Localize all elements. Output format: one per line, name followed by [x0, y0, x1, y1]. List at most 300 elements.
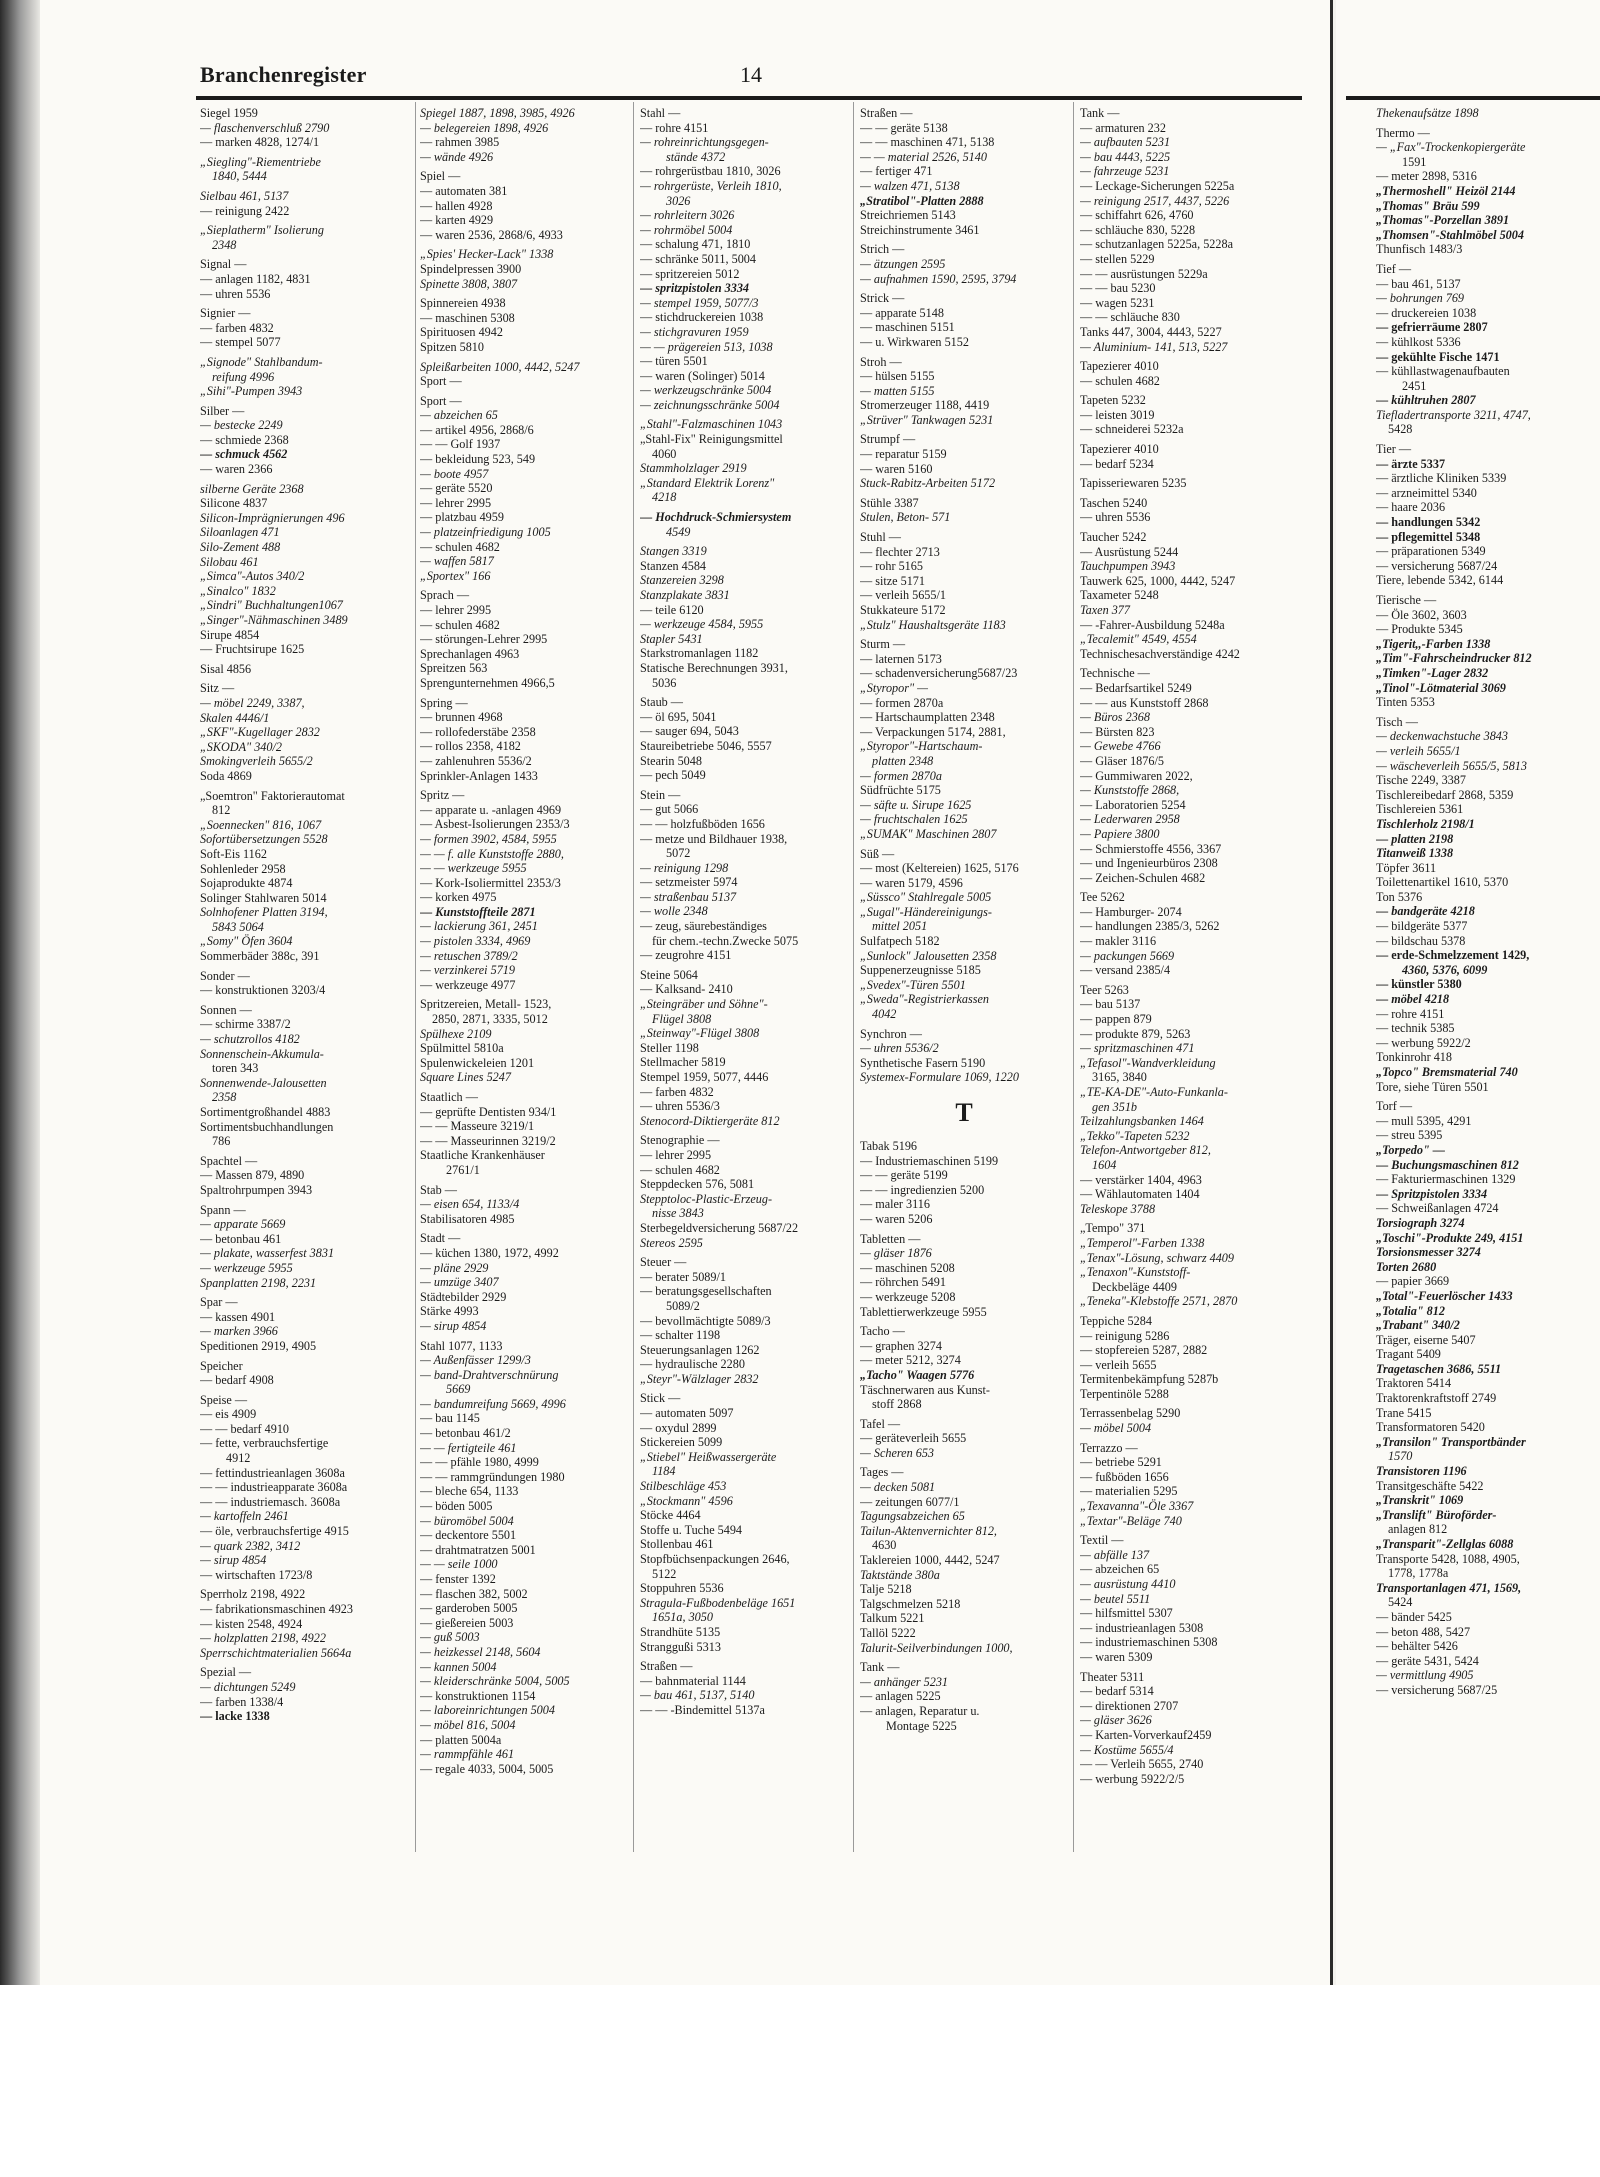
index-entry: Taucher 5242: [1080, 530, 1147, 545]
index-entry: — werbung 5922/2/5: [1080, 1771, 1185, 1786]
index-entry: — verzinkerei 5719: [420, 963, 515, 978]
index-entry: Spreitzen 563: [420, 661, 488, 676]
index-entry: toren 343: [212, 1061, 259, 1076]
index-entry: 5089/2: [666, 1298, 700, 1313]
index-entry: — hallen 4928: [420, 198, 493, 213]
index-entry: — geräte 5431, 5424: [1376, 1653, 1479, 1668]
index-entry: Tore, siehe Türen 5501: [1376, 1079, 1489, 1094]
index-entry: — — fertigteile 461: [420, 1440, 517, 1455]
index-entry: Theater 5311: [1080, 1669, 1145, 1684]
index-entry: Südfrüchte 5175: [860, 783, 941, 798]
index-entry: — makler 3116: [1080, 934, 1157, 949]
index-entry: Statische Berechnungen 3931,: [640, 660, 788, 675]
index-entry: Stanzplakate 3831: [640, 588, 730, 602]
index-entry: — pflegemittel 5348: [1376, 529, 1481, 544]
index-entry: 2451: [1402, 378, 1427, 393]
index-entry: — heizkessel 2148, 5604: [420, 1644, 541, 1659]
index-entry: — Produkte 5345: [1376, 622, 1463, 637]
index-entry: — — aus Kunststoff 2868: [1080, 695, 1209, 710]
index-entry: „Sugal"-Händereinigungs-: [860, 904, 992, 919]
index-entry: Stuhl —: [860, 530, 901, 545]
index-entry: — druckereien 1038: [1376, 305, 1477, 320]
index-entry: Tafel —: [860, 1416, 901, 1431]
index-entry: Taktstände 380a: [860, 1567, 940, 1582]
index-entry: — stichgravuren 1959: [640, 324, 749, 339]
index-entry: „Styropor" —: [860, 680, 928, 695]
index-entry: Steine 5064: [640, 967, 698, 982]
index-entry: Tabak 5196: [860, 1139, 918, 1153]
index-entry: — gekühlte Fische 1471: [1376, 349, 1500, 364]
index-entry: Stuck-Rabitz-Arbeiten 5172: [860, 476, 996, 491]
index-entry: — meter 5212, 3274: [860, 1353, 961, 1368]
index-entry: — Aluminium- 141, 513, 5227: [1080, 339, 1228, 354]
index-entry: Sprechanlagen 4963: [420, 646, 520, 661]
index-entry: — korken 4975: [420, 890, 497, 905]
index-entry: Stick —: [640, 1391, 681, 1406]
index-entry: Tierische —: [1376, 593, 1437, 607]
index-entry: Steuer —: [640, 1255, 687, 1270]
index-entry: Tief —: [1376, 261, 1412, 276]
index-entry: — — prägereien 513, 1038: [640, 339, 773, 354]
index-entry: — anlagen 5225: [860, 1689, 941, 1704]
index-entry: — — maschinen 471, 5138: [860, 135, 995, 150]
page-number: 14: [740, 62, 762, 87]
index-entry: Spinette 3808, 3807: [420, 276, 518, 291]
index-entry: — bevollmächtigte 5089/3: [640, 1313, 771, 1328]
index-column-3: [640, 106, 848, 1846]
index-entry: Deckbeläge 4409: [1092, 1279, 1177, 1294]
index-entry: Sortimentsbuchhandlungen: [200, 1119, 334, 1134]
index-entry: — automaten 5097: [640, 1406, 734, 1421]
index-entry: „Süssco" Stahlregale 5005: [860, 890, 992, 905]
index-entry: 4060: [652, 446, 677, 461]
index-entry: Synchron —: [860, 1026, 922, 1041]
index-entry: Tapisseriewaren 5235: [1080, 476, 1187, 491]
index-entry: Stepptoloc-Plastic-Erzeug-: [640, 1191, 772, 1206]
index-entry: „Timken"-Lager 2832: [1376, 665, 1489, 680]
index-entry: — sirup 4854: [200, 1553, 267, 1568]
index-entry: — zeug, säurebeständiges: [640, 919, 767, 934]
index-entry: „Total"-Feuerlöscher 1433: [1376, 1288, 1513, 1303]
index-entry: — maschinen 5208: [860, 1260, 955, 1275]
index-entry: stände 4372: [666, 149, 726, 164]
index-entry: Tapezierer 4010: [1080, 442, 1159, 457]
index-entry: — apparate u. -anlagen 4969: [420, 802, 562, 817]
index-entry: reifung 4996: [212, 369, 275, 384]
index-entry: — boote 4957: [420, 466, 489, 481]
index-entry: — waren 5206: [860, 1211, 933, 1226]
index-entry: — bandumreifung 5669, 4996: [420, 1396, 566, 1411]
index-entry: „Translift" Büroförder-: [1376, 1507, 1497, 1522]
index-entry: — wände 4926: [420, 149, 494, 164]
index-entry: — fußböden 1656: [1080, 1469, 1169, 1484]
index-entry: — — Masseurinnen 3219/2: [420, 1133, 556, 1148]
index-entry: Montage 5225: [886, 1718, 957, 1733]
index-entry: — reinigung 5286: [1080, 1328, 1170, 1343]
index-entry: Sprengunternehmen 4966,5: [420, 675, 555, 690]
index-entry: Streichriemen 5143: [860, 208, 956, 223]
index-entry: Suppenerzeugnisse 5185: [860, 963, 981, 978]
index-entry: — — -Bindemittel 5137a: [640, 1702, 765, 1717]
index-entry: — rollofederstäbe 2358: [420, 724, 536, 739]
index-entry: 786: [212, 1134, 231, 1149]
index-entry: Terrazzo —: [1080, 1440, 1138, 1455]
index-entry: — rohreinrichtungsgegen-: [640, 135, 769, 150]
index-entry: Teer 5263: [1080, 982, 1129, 997]
index-entry: — ätzungen 2595: [860, 256, 946, 271]
index-entry: — streu 5395: [1376, 1128, 1443, 1143]
index-entry: — verleih 5655/1: [1376, 743, 1461, 758]
index-entry: Tanks 447, 3004, 4443, 5227: [1080, 324, 1222, 339]
index-entry: — handlungen 5342: [1376, 515, 1481, 530]
index-entry: Speise —: [200, 1392, 248, 1407]
index-entry: — werkzeuge 5208: [860, 1289, 956, 1304]
index-entry: — kühlkost 5336: [1376, 334, 1461, 349]
index-entry: — u. Wirkwaren 5152: [860, 334, 969, 349]
index-entry: — handlungen 2385/3, 5262: [1080, 919, 1220, 934]
index-entry: — zeitungen 6077/1: [860, 1494, 960, 1509]
index-entry: — Ausrüstung 5244: [1080, 544, 1179, 559]
index-entry: — Gläser 1876/5: [1080, 753, 1164, 768]
index-entry: — fahrzeuge 5231: [1080, 164, 1170, 179]
index-entry: — schulen 4682: [420, 539, 500, 554]
index-entry: Sulfatpech 5182: [860, 934, 940, 949]
index-entry: — schirme 3387/2: [200, 1017, 291, 1032]
index-entry: Spachtel —: [200, 1153, 258, 1168]
index-entry: Silobau 461: [200, 554, 259, 569]
index-entry: — retuschen 3789/2: [420, 948, 518, 963]
index-entry: — fertiger 471: [860, 164, 933, 179]
index-entry: 1651a, 3050: [652, 1610, 713, 1625]
index-entry: Stragula-Fußbodenbeläge 1651: [640, 1595, 796, 1610]
index-entry: — — seile 1000: [420, 1557, 498, 1572]
index-entry: — — schläuche 830: [1080, 310, 1180, 325]
index-entry: Stanzereien 3298: [640, 573, 724, 588]
index-entry: — störungen-Lehrer 2995: [420, 632, 548, 647]
index-entry: — Wählautomaten 1404: [1080, 1187, 1200, 1202]
index-entry: — verstärker 1404, 4963: [1080, 1172, 1202, 1187]
index-entry: — Asbest-Isolierungen 2353/3: [420, 817, 570, 832]
index-entry: Systemex-Formulare 1069, 1220: [860, 1070, 1019, 1085]
index-entry: — kannen 5004: [420, 1659, 497, 1674]
index-entry: — arzneimittel 5340: [1376, 485, 1477, 500]
index-entry: — künstler 5380: [1376, 977, 1462, 992]
index-entry: Stab —: [420, 1182, 457, 1197]
index-entry: — verleih 5655/1: [860, 588, 946, 603]
index-entry: — werkzeuge 4977: [420, 977, 516, 992]
index-entry: — sirup 4854: [420, 1318, 487, 1333]
index-entry: — anhänger 5231: [860, 1674, 949, 1689]
index-entry: 2850, 2871, 3335, 5012: [432, 1012, 548, 1027]
index-entry: Sitz —: [200, 681, 235, 696]
index-entry: — deckenwachstuche 3843: [1376, 729, 1508, 744]
index-entry: Sport —: [420, 393, 462, 408]
index-entry: Tapezierer 4010: [1080, 359, 1159, 374]
index-entry: — Massen 879, 4890: [200, 1168, 305, 1183]
index-entry: Stapler 5431: [640, 631, 703, 646]
index-entry: Sperrholz 2198, 4922: [200, 1587, 306, 1602]
index-entry: Stearin 5048: [640, 753, 702, 768]
index-entry: — schränke 5011, 5004: [640, 251, 756, 266]
index-entry: — bildschau 5378: [1376, 933, 1466, 948]
index-entry: — Lederwaren 2958: [1080, 812, 1180, 827]
index-entry: — Hartschaumplatten 2348: [860, 710, 995, 725]
index-entry: — bau 461, 5137, 5140: [640, 1688, 755, 1703]
index-entry: Flügel 3808: [652, 1011, 712, 1026]
index-entry: „Tacho" Waagen 5776: [860, 1367, 975, 1382]
index-entry: 5843 5064: [212, 919, 264, 934]
index-entry: Tank —: [1080, 106, 1120, 120]
index-entry: Taklereien 1000, 4442, 5247: [860, 1553, 1000, 1568]
index-entry: — farben 4832: [640, 1084, 714, 1099]
index-entry: — platten 2198: [1376, 831, 1454, 846]
index-entry: — kisten 2548, 4924: [200, 1616, 303, 1631]
index-entry: Strumpf —: [860, 432, 916, 447]
index-entry: — fabrikationsmaschinen 4923: [200, 1602, 353, 1616]
index-entry: Tabletten —: [860, 1231, 921, 1246]
index-entry: — und Ingenieurbüros 2308: [1080, 856, 1218, 871]
index-entry: — bau 5137: [1080, 997, 1141, 1012]
index-entry: — türen 5501: [640, 354, 708, 369]
index-entry: Signier —: [200, 306, 251, 321]
index-entry: Starkstromanlagen 1182: [640, 646, 759, 661]
index-entry: Stahl —: [640, 106, 681, 120]
index-entry: — gläser 3626: [1080, 1713, 1152, 1728]
index-entry: — möbel 816, 5004: [420, 1717, 516, 1732]
index-entry: — schulen 4682: [1080, 373, 1160, 388]
index-entry: Spulenwickeleien 1201: [420, 1055, 535, 1070]
index-entry: Stulen, Beton- 571: [860, 510, 951, 525]
index-entry: — schmiede 2368: [200, 432, 289, 447]
index-entry: Stilbeschläge 453: [640, 1479, 727, 1494]
index-entry: Teppiche 5284: [1080, 1313, 1152, 1328]
index-entry: Spann —: [200, 1202, 246, 1217]
index-entry: Staatlich —: [420, 1090, 478, 1104]
index-entry: — schadenversicherung5687/23: [860, 666, 1018, 681]
index-entry: Sortimentgroßhandel 4883: [200, 1105, 331, 1119]
index-entry: Städtebilder 2929: [420, 1289, 507, 1304]
index-entry: — Gummiwaren 2022,: [1080, 768, 1193, 783]
index-entry: — lehrer 2995: [420, 603, 492, 617]
index-entry: Soft-Eis 1162: [200, 846, 267, 861]
header-rule: [1346, 96, 1600, 100]
index-entry: „Sihi"-Pumpen 3943: [200, 384, 303, 399]
index-entry: Siloanlagen 471: [200, 525, 280, 540]
index-entry: „Sweda"-Registrierkassen: [860, 992, 990, 1007]
index-entry: — büromöbel 5004: [420, 1513, 514, 1528]
index-entry: — garderoben 5005: [420, 1601, 518, 1616]
index-entry: — wirtschaften 1723/8: [200, 1567, 313, 1582]
index-entry: — Fruchtsirupe 1625: [200, 642, 305, 657]
index-entry: — decken 5081: [860, 1480, 936, 1495]
index-entry: 5424: [1388, 1595, 1413, 1610]
index-entry: 1184: [652, 1464, 676, 1479]
index-entry: — direktionen 2707: [1080, 1698, 1179, 1713]
index-entry: 812: [212, 803, 231, 818]
index-entry: — straßenbau 5137: [640, 889, 737, 904]
index-entry: 5036: [652, 675, 677, 690]
index-entry: „Tenax"-Lösung, schwarz 4409: [1080, 1250, 1234, 1265]
index-entry: Tisch —: [1376, 714, 1418, 729]
index-entry: Talurit-Seilverbindungen 1000,: [860, 1640, 1013, 1655]
index-entry: Tischlereibedarf 2868, 5359: [1376, 787, 1514, 802]
index-entry: Tischlereien 5361: [1376, 802, 1464, 817]
index-entry: Stanzen 4584: [640, 558, 707, 573]
index-entry: — — bedarf 4910: [200, 1421, 290, 1436]
index-entry: — Bedarfsartikel 5249: [1080, 680, 1192, 695]
index-entry: — pappen 879: [1080, 1012, 1152, 1027]
index-entry: — metze und Bildhauer 1938,: [640, 831, 788, 846]
index-entry: — — Verleih 5655, 2740: [1080, 1757, 1204, 1772]
index-entry: — holzplatten 2198, 4922: [200, 1631, 326, 1646]
index-entry: — kühltruhen 2807: [1376, 393, 1476, 408]
index-entry: Transformatoren 5420: [1376, 1420, 1485, 1435]
index-entry: „Tenaxon"-Kunststoff-: [1080, 1265, 1191, 1280]
index-entry: 2348: [212, 237, 237, 252]
index-entry: — plakate, wasserfest 3831: [200, 1246, 335, 1261]
index-entry: — spritzereien 5012: [640, 266, 740, 281]
index-entry: — Zeichen-Schulen 4682: [1080, 870, 1206, 885]
index-entry: 4042: [872, 1007, 897, 1022]
index-entry: Tages —: [860, 1465, 904, 1480]
index-entry: Smokingverleih 5655/2: [200, 754, 313, 769]
column-separator: [1073, 102, 1074, 1852]
index-entry: Sprach —: [420, 588, 470, 603]
index-entry: Tragetaschen 3686, 5511: [1376, 1361, 1502, 1376]
index-entry: — böden 5005: [420, 1499, 493, 1514]
index-entry: Ton 5376: [1376, 889, 1423, 904]
index-entry: — Kostüme 5655/4: [1080, 1742, 1174, 1757]
index-entry: Spülmittel 5810a: [420, 1041, 504, 1056]
index-entry: — hydraulische 2280: [640, 1357, 745, 1372]
index-entry: Spanplatten 2198, 2231: [200, 1275, 317, 1290]
index-entry: — vermittlung 4905: [1376, 1668, 1474, 1683]
index-entry: Spaltrohrpumpen 3943: [200, 1182, 313, 1197]
index-entry: — röhrchen 5491: [860, 1275, 946, 1290]
index-entry: Stabilisatoren 4985: [420, 1211, 515, 1226]
index-entry: „Stahl"-Falzmaschinen 1043: [640, 417, 783, 432]
index-entry: Strich —: [860, 242, 905, 257]
index-entry: — Schmierstoffe 4556, 3367: [1080, 841, 1222, 856]
index-entry: „SUMAK" Maschinen 2807: [860, 826, 997, 841]
index-entry: — eisen 654, 1133/4: [420, 1197, 520, 1212]
index-entry: Traktoren 5414: [1376, 1376, 1452, 1391]
index-entry: — pech 5049: [640, 768, 706, 783]
index-entry: Steppdecken 576, 5081: [640, 1177, 755, 1192]
index-entry: — waren 5179, 4596: [860, 875, 963, 890]
index-entry: — Kalksand- 2410: [640, 982, 733, 997]
index-entry: — — geräte 5138: [860, 120, 948, 135]
index-entry: „Tim"-Fahrscheindrucker 812: [1376, 651, 1532, 666]
index-entry: — versand 2385/4: [1080, 963, 1171, 978]
index-entry: — rohrgerüste, Verleih 1810,: [640, 178, 782, 193]
index-entry: Transistoren 1196: [1376, 1464, 1467, 1479]
index-entry: — gut 5066: [640, 802, 699, 817]
index-entry: — — industriemasch. 3608a: [200, 1494, 341, 1509]
index-entry: — schläuche 830, 5228: [1080, 222, 1196, 237]
index-entry: Stein —: [640, 787, 681, 802]
index-entry: — materialien 5295: [1080, 1484, 1178, 1499]
index-entry: — geräteverleih 5655: [860, 1431, 967, 1446]
index-entry: — versicherung 5687/25: [1376, 1682, 1498, 1697]
index-entry: — öl 695, 5041: [640, 709, 717, 724]
index-entry: Stangen 3319: [640, 544, 707, 559]
index-entry: „Tinol"-Lötmaterial 3069: [1376, 680, 1506, 695]
index-entry: Straßen —: [860, 106, 913, 120]
index-entry: — — f. alle Kunststoffe 2880,: [420, 846, 564, 861]
index-entry: — fruchtschalen 1625: [860, 812, 968, 827]
index-entry: Steuerungsanlagen 1262: [640, 1342, 760, 1357]
index-entry: — hülsen 5155: [860, 369, 935, 384]
section-letter: T: [955, 1098, 973, 1127]
index-entry: Sofortübersetzungen 5528: [200, 832, 328, 847]
index-entry: „Spies' Hecker-Lack" 1338: [420, 247, 554, 262]
index-entry: — rahmen 3985: [420, 135, 500, 150]
index-entry: Spinnereien 4938: [420, 296, 506, 311]
index-entry: „Styropor"-Hartschaum-: [860, 739, 983, 754]
index-entry: — — industrieapparate 3608a: [200, 1480, 348, 1495]
index-entry: Silo-Zement 488: [200, 540, 281, 555]
index-entry: — Buchungsmaschinen 812: [1376, 1157, 1519, 1172]
index-entry: Talgschmelzen 5218: [860, 1596, 961, 1611]
index-entry: „Steinway"-Flügel 3808: [640, 1026, 760, 1041]
index-entry: Sohlenleder 2958: [200, 861, 286, 876]
index-entry: 1778, 1778a: [1388, 1566, 1449, 1581]
index-entry: Tiefladertransporte 3211, 4747,: [1376, 407, 1531, 422]
index-entry: — werbung 5922/2: [1376, 1035, 1471, 1050]
index-entry: „Thomas" Bräu 599: [1376, 198, 1480, 213]
index-entry: Stammholzlager 2919: [640, 461, 747, 476]
index-entry: Stroh —: [860, 354, 902, 369]
index-entry: — erde-Schmelzzement 1429,: [1376, 948, 1530, 963]
index-entry: Torf —: [1376, 1099, 1413, 1114]
index-entry: Signal —: [200, 257, 247, 272]
index-entry: — farben 4832: [200, 320, 274, 335]
index-entry: Terpentinöle 5288: [1080, 1386, 1169, 1401]
index-entry: — stempel 1959, 5077/3: [640, 295, 759, 310]
index-entry: Tier —: [1376, 442, 1412, 457]
index-entry: — uhren 5536/3: [640, 1099, 720, 1114]
index-entry: — abfälle 137: [1080, 1547, 1150, 1562]
index-entry: — industriemaschinen 5308: [1080, 1635, 1218, 1650]
index-entry: — möbel 2249, 3387,: [200, 695, 305, 710]
index-entry: Torten 2680: [1376, 1259, 1437, 1274]
index-entry: — bekleidung 523, 549: [420, 452, 536, 467]
index-entry: — kleiderschränke 5004, 5005: [420, 1674, 570, 1689]
index-entry: Trane 5415: [1376, 1405, 1432, 1420]
scan-binding-shadow: [0, 0, 40, 1985]
index-entry: Täschnerwaren aus Kunst-: [860, 1382, 990, 1397]
index-entry: — rohre 4151: [640, 120, 709, 135]
index-entry: Spritzereien, Metall- 1523,: [420, 997, 552, 1012]
index-entry: Toilettenartikel 1610, 5370: [1376, 875, 1509, 890]
index-entry: Streichinstrumente 3461: [860, 222, 980, 237]
index-entry: — — pfähle 1980, 4999: [420, 1455, 539, 1470]
index-entry: „Teneka"-Klebstoffe 2571, 2870: [1080, 1294, 1238, 1309]
index-entry: Silicon-Imprägnierungen 496: [200, 510, 345, 525]
index-entry: Stenographie —: [640, 1133, 720, 1148]
index-entry: Technischesachverständige 4242: [1080, 646, 1240, 661]
index-entry: — geräte 5520: [420, 481, 493, 496]
index-entry: — sauger 694, 5043: [640, 724, 739, 739]
page-title: Branchenregister: [200, 62, 367, 87]
index-entry: — artikel 4956, 2868/6: [420, 422, 534, 437]
index-entry: Süß —: [860, 846, 895, 861]
index-entry: Stadt —: [420, 1231, 461, 1246]
index-entry: — stopfereien 5287, 2882: [1080, 1343, 1208, 1358]
index-entry: — marken 3966: [200, 1324, 278, 1339]
index-entry: — Fakturiermaschinen 1329: [1376, 1172, 1516, 1187]
